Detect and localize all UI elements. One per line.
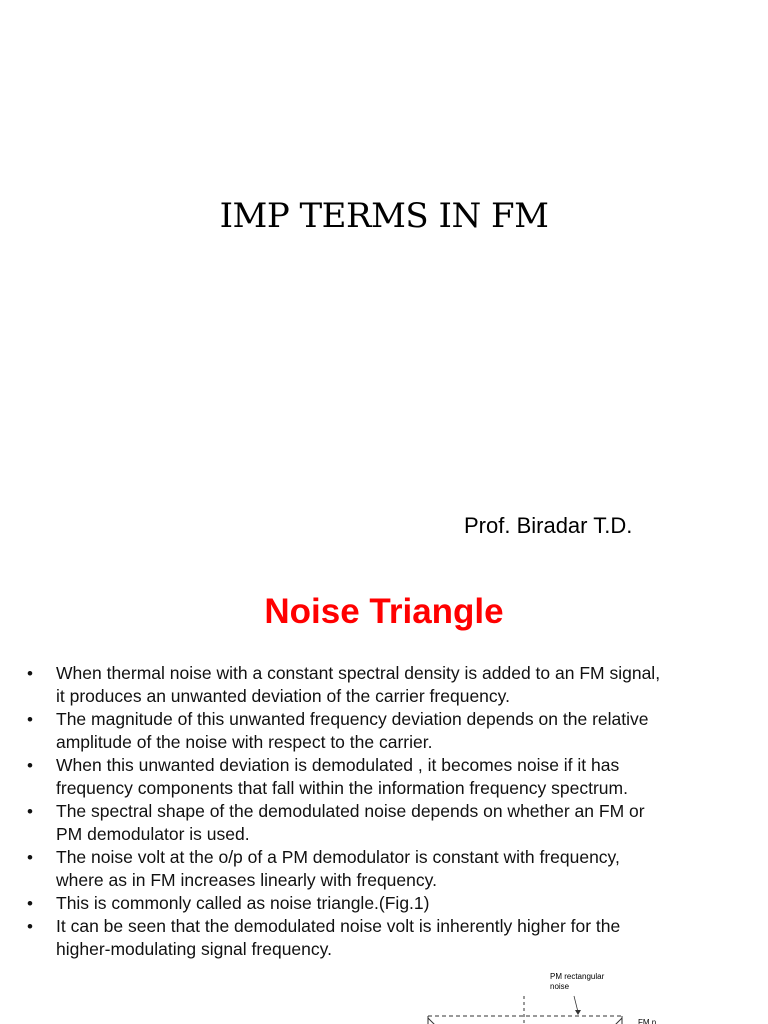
left-triangle-edge — [428, 1018, 438, 1024]
bullet-list — [0, 662, 740, 961]
label-pointer-line — [574, 996, 578, 1012]
bullet-dot-icon: • — [27, 894, 33, 913]
slide-title: IMP TERMS IN FM — [219, 196, 549, 236]
bullet-line: When thermal noise with a constant spectral density is added to an FM signal, — [56, 663, 661, 683]
bullet-line: where as in FM increases linearly with frequency. — [56, 870, 437, 890]
bullet-line: amplitude of the noise with respect to the carrier. — [56, 732, 433, 752]
bullet-line: The noise volt at the o/p of a PM demodulator is constant with frequency, — [56, 847, 620, 867]
bullet-item — [0, 754, 740, 800]
bullet-line: it produces an unwanted deviation of the carrier frequency. — [56, 686, 510, 706]
bullet-item — [0, 892, 740, 915]
noise-triangle-title: Noise Triangle — [264, 592, 504, 631]
bullet-dot-icon: • — [27, 710, 33, 729]
bullet-line: higher-modulating signal frequency. — [56, 939, 332, 959]
figure-label-pm — [550, 972, 630, 992]
bullet-dot-icon: • — [27, 802, 33, 821]
bullet-line: The magnitude of this unwanted frequency deviation depends on the relative — [56, 709, 649, 729]
bullet-item — [0, 708, 740, 754]
bullet-dot-icon: • — [27, 917, 33, 936]
bullet-line: This is commonly called as noise triangle.(Fig.1) — [56, 893, 430, 913]
label-arrow-icon — [575, 1010, 581, 1015]
figure-label-fm: FM n — [638, 1018, 657, 1024]
bullet-line: The spectral shape of the demodulated noise depends on whether an FM or — [56, 801, 645, 821]
figure-label-line: noise — [550, 982, 570, 991]
right-triangle-edge — [612, 1018, 622, 1024]
author-name: Prof. Biradar T.D. — [464, 513, 633, 538]
bullet-line: When this unwanted deviation is demodulated , it becomes noise if it has — [56, 755, 620, 775]
bullet-item — [0, 915, 740, 961]
bullet-item — [0, 846, 740, 892]
bullet-line: frequency components that fall within the information frequency spectrum. — [56, 778, 628, 798]
bullet-item — [0, 800, 740, 846]
bullet-line: It can be seen that the demodulated noise volt is inherently higher for the — [56, 916, 621, 936]
bullet-item — [0, 662, 740, 708]
bullet-dot-icon: • — [27, 848, 33, 867]
bullet-dot-icon: • — [27, 756, 33, 775]
noise-triangle-figure — [408, 968, 708, 1024]
bullet-dot-icon: • — [27, 664, 33, 683]
figure-label-line: PM rectangular — [550, 972, 605, 981]
noise-triangle-slide — [0, 576, 768, 1024]
bullet-line: PM demodulator is used. — [56, 824, 250, 844]
